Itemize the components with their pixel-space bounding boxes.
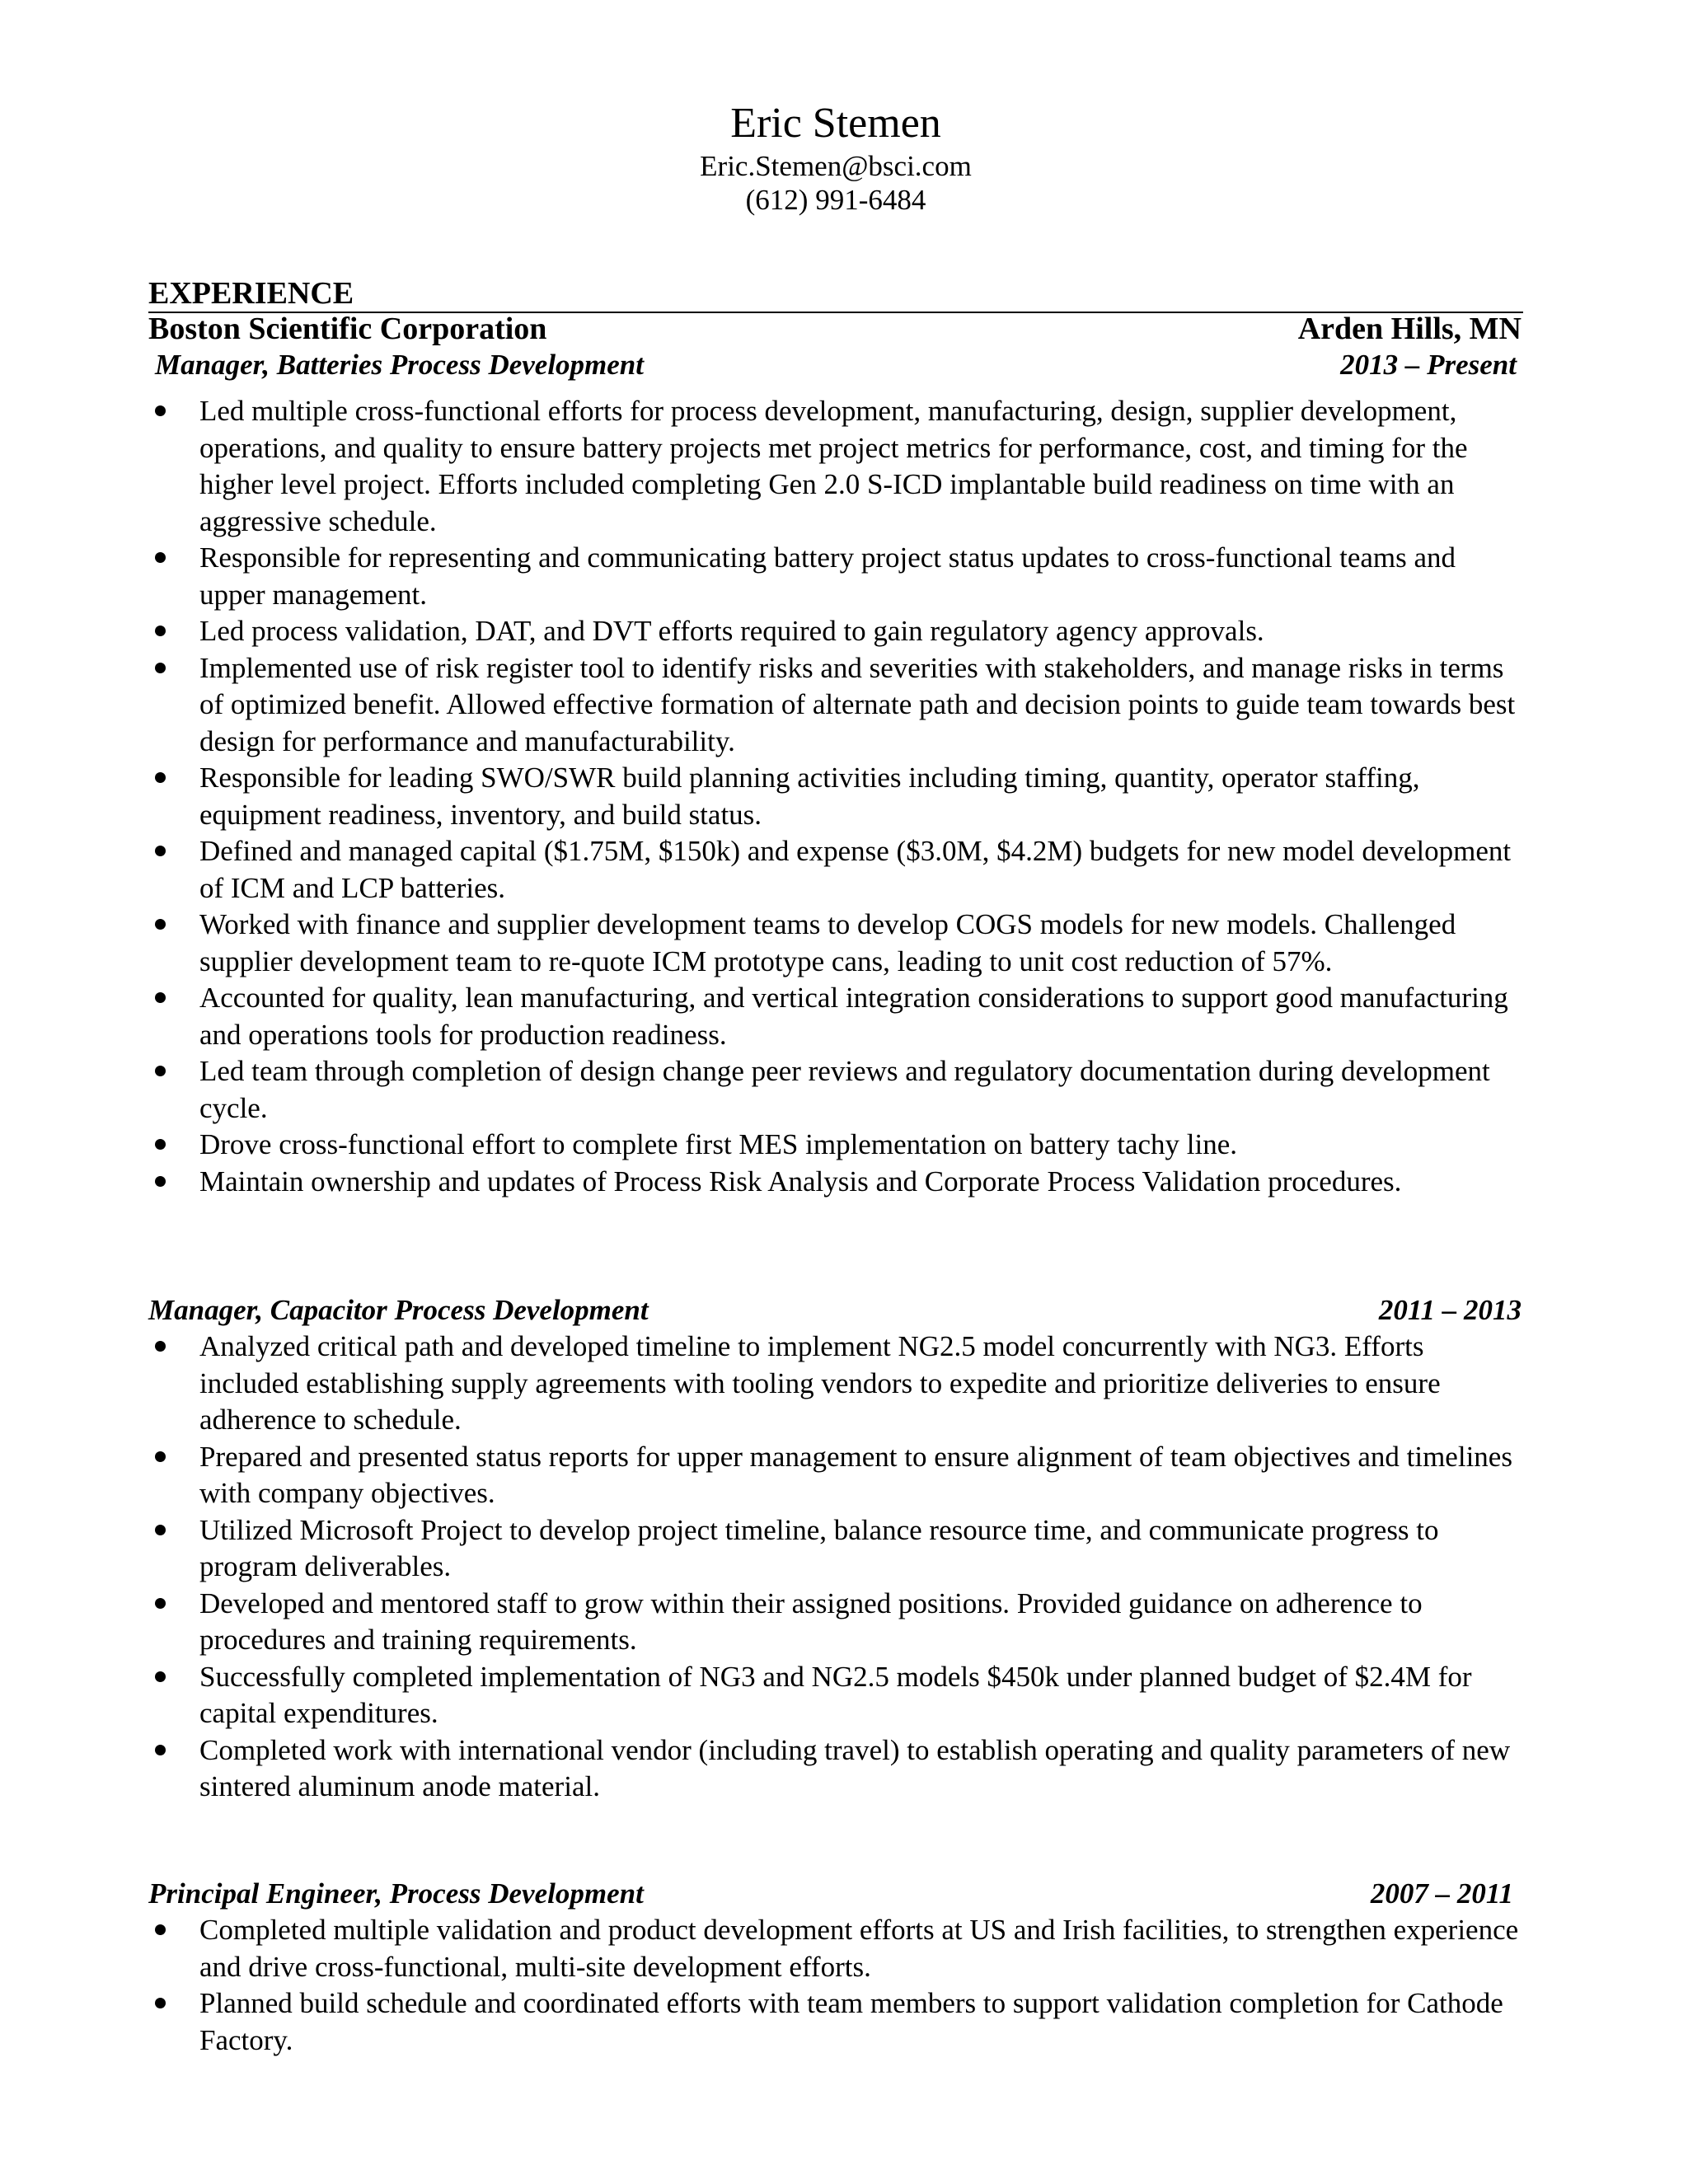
role-row [148, 1294, 1523, 1327]
role-bullets [148, 393, 1523, 1200]
role-title: Principal Engineer, Process Development [148, 1877, 644, 1910]
bullet-icon [155, 1745, 166, 1755]
bullet-text: Drove cross-functional effort to complete first MES implementation on battery tachy line. [199, 1128, 1238, 1160]
bullet-item [148, 1164, 1523, 1201]
bullet-icon [155, 626, 166, 636]
bullet-item [148, 1439, 1523, 1512]
company-location: Arden Hills, MN [1297, 312, 1522, 346]
bullet-item [148, 393, 1523, 540]
bullet-icon [155, 552, 166, 563]
bullet-text: Defined and managed capital ($1.75M, $150k) and expense ($3.0M, $4.2M) budgets for new model development of ICM and LCP batteries. [199, 835, 1512, 904]
bullet-icon [155, 1139, 166, 1150]
role-bullets [148, 1329, 1523, 1806]
bullet-icon [155, 1341, 166, 1352]
role-dates: 2013 – Present [1340, 349, 1517, 381]
bullet-text: Responsible for representing and communicating battery project status updates to cross-functional teams and upper management. [199, 541, 1456, 611]
bullet-item [148, 540, 1523, 613]
bullet-text: Led multiple cross-functional efforts for process development, manufacturing, design, supplier development, operations, and quality to ensure battery projects met project metrics for performance, cost, and timing for the higher level project. Efforts included completing Gen 2.0 S-ICD implantable build readiness on time with an aggressive schedule. [199, 395, 1468, 537]
bullet-text: Worked with finance and supplier development teams to develop COGS models for new models. Challenged supplier development team to re-quote ICM prototype cans, leading to unit cost reduction of 57%. [199, 908, 1456, 977]
bullet-text: Completed multiple validation and product development efforts at US and Irish facilities, to strengthen experience and drive cross-functional, multi-site development efforts. [199, 1914, 1519, 1983]
role-dates: 2007 – 2011 [1370, 1877, 1513, 1910]
bullet-text: Analyzed critical path and developed timeline to implement NG2.5 model concurrently with NG3. Efforts included establishing supply agreements with tooling vendors to expedite and prioritize deliveries to ensure adherence to schedule. [199, 1330, 1441, 1436]
candidate-phone: (612) 991-6484 [745, 184, 926, 216]
bullet-item [148, 1732, 1523, 1806]
bullet-icon [155, 405, 166, 416]
bullet-item [148, 1127, 1523, 1164]
role-bullets [148, 1912, 1523, 2059]
bullet-item [148, 1053, 1523, 1127]
bullet-icon [155, 992, 166, 1003]
company-name: Boston Scientific Corporation [148, 312, 547, 346]
bullet-item [148, 833, 1523, 907]
role-title: Manager, Capacitor Process Development [148, 1294, 649, 1326]
bullet-icon [155, 1066, 166, 1076]
bullet-item [148, 1985, 1523, 2059]
bullet-item [148, 1512, 1523, 1586]
bullet-item [148, 1329, 1523, 1439]
bullet-icon [155, 1176, 166, 1187]
experience-heading: EXPERIENCE [148, 276, 1523, 313]
bullet-icon [155, 1924, 166, 1935]
bullet-item [148, 613, 1523, 650]
bullet-icon [155, 663, 166, 673]
bullet-text: Led team through completion of design change peer reviews and regulatory documentation during development cycle. [199, 1055, 1490, 1124]
candidate-name: Eric Stemen [730, 100, 941, 147]
bullet-text: Led process validation, DAT, and DVT efforts required to gain regulatory agency approvals. [199, 615, 1264, 647]
bullet-text: Planned build schedule and coordinated efforts with team members to support validation completion for Cathode Factory. [199, 1987, 1503, 2056]
bullet-icon [155, 1525, 166, 1535]
bullet-item [148, 907, 1523, 980]
bullet-icon [155, 846, 166, 856]
bullet-item [148, 760, 1523, 833]
bullet-text: Responsible for leading SWO/SWR build planning activities including timing, quantity, operator staffing, equipment readiness, inventory, and build status. [199, 762, 1420, 831]
candidate-email: Eric.Stemen@bsci.com [700, 150, 972, 182]
bullet-item [148, 1659, 1523, 1732]
role-dates: 2011 – 2013 [1378, 1294, 1522, 1326]
role-row [148, 1877, 1523, 1910]
bullet-text: Developed and mentored staff to grow within their assigned positions. Provided guidance on adherence to procedures and training requirements. [199, 1586, 1423, 1656]
company-row [148, 312, 1523, 346]
role-title: Manager, Batteries Process Development [155, 349, 645, 381]
bullet-icon [155, 1451, 166, 1462]
bullet-item [148, 650, 1523, 761]
bullet-text: Prepared and presented status reports for upper management to ensure alignment of team objectives and timelines with company objectives. [199, 1440, 1512, 1509]
bullet-item [148, 1912, 1523, 1985]
bullet-text: Accounted for quality, lean manufacturing, and vertical integration considerations to support good manufacturing and operations tools for production readiness. [199, 982, 1508, 1051]
bullet-icon [155, 1998, 166, 2008]
role-row [148, 349, 1523, 382]
bullet-item [148, 1586, 1523, 1659]
bullet-text: Implemented use of risk register tool to identify risks and severities with stakeholders, and manage risks in terms of optimized benefit. Allowed effective formation of alternate path and decision points to guide team towards best design for performance and manufacturability. [199, 651, 1516, 757]
bullet-text: Completed work with international vendor (including travel) to establish operating and quality parameters of new sintered aluminum anode material. [199, 1733, 1511, 1802]
bullet-item [148, 980, 1523, 1053]
bullet-text: Maintain ownership and updates of Process Risk Analysis and Corporate Process Validation procedures. [199, 1165, 1402, 1197]
bullet-text: Successfully completed implementation of NG3 and NG2.5 models $450k under planned budget of $2.4M for capital expenditures. [199, 1660, 1472, 1729]
bullet-icon [155, 1671, 166, 1682]
bullet-icon [155, 919, 166, 930]
bullet-text: Utilized Microsoft Project to develop project timeline, balance resource time, and communicate progress to program deliverables. [199, 1513, 1439, 1582]
bullet-icon [155, 1598, 166, 1609]
bullet-icon [155, 772, 166, 783]
